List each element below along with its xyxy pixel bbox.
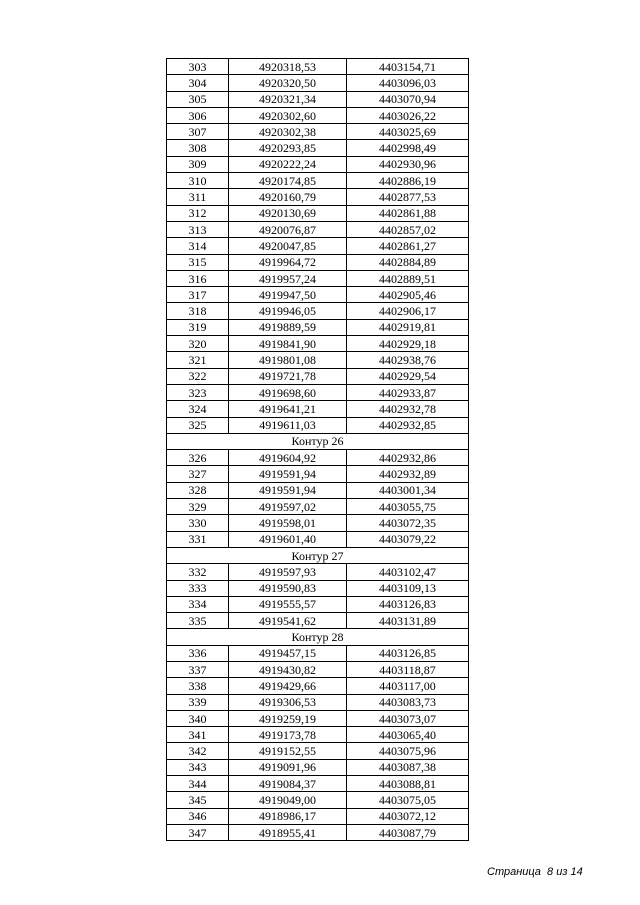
x-coordinate-cell: 4919611,03 (229, 417, 347, 433)
coordinates-table-body (167, 59, 469, 841)
point-number-cell: 334 (167, 596, 229, 612)
y-coordinate-cell: 4402932,78 (347, 401, 469, 417)
table-row (167, 580, 469, 596)
y-coordinate-cell: 4403118,87 (347, 661, 469, 677)
table-row (167, 189, 469, 205)
x-coordinate-cell: 4919049,00 (229, 792, 347, 808)
y-coordinate-cell: 4402933,87 (347, 384, 469, 400)
table-row (167, 303, 469, 319)
table-row (167, 482, 469, 498)
x-coordinate-cell: 4920130,69 (229, 205, 347, 221)
table-row (167, 824, 469, 840)
point-number-cell: 331 (167, 531, 229, 547)
x-coordinate-cell: 4919591,94 (229, 466, 347, 482)
y-coordinate-cell: 4403072,12 (347, 808, 469, 824)
x-coordinate-cell: 4919555,57 (229, 596, 347, 612)
table-row (167, 205, 469, 221)
point-number-cell: 347 (167, 824, 229, 840)
table-row (167, 91, 469, 107)
y-coordinate-cell: 4402932,85 (347, 417, 469, 433)
table-row (167, 124, 469, 140)
x-coordinate-cell: 4919091,96 (229, 759, 347, 775)
point-number-cell: 338 (167, 678, 229, 694)
contour-header-row (167, 629, 469, 645)
point-number-cell: 333 (167, 580, 229, 596)
x-coordinate-cell: 4919597,02 (229, 499, 347, 515)
point-number-cell: 307 (167, 124, 229, 140)
x-coordinate-cell: 4919604,92 (229, 450, 347, 466)
table-row (167, 531, 469, 547)
table-row (167, 694, 469, 710)
point-number-cell: 323 (167, 384, 229, 400)
y-coordinate-cell: 4402998,49 (347, 140, 469, 156)
y-coordinate-cell: 4402857,02 (347, 221, 469, 237)
y-coordinate-cell: 4402932,89 (347, 466, 469, 482)
table-row (167, 564, 469, 580)
y-coordinate-cell: 4402929,18 (347, 336, 469, 352)
y-coordinate-cell: 4403025,69 (347, 124, 469, 140)
point-number-cell: 311 (167, 189, 229, 205)
x-coordinate-cell: 4919957,24 (229, 270, 347, 286)
y-coordinate-cell: 4402905,46 (347, 287, 469, 303)
y-coordinate-cell: 4403075,96 (347, 743, 469, 759)
y-coordinate-cell: 4403087,79 (347, 824, 469, 840)
point-number-cell: 342 (167, 743, 229, 759)
point-number-cell: 324 (167, 401, 229, 417)
point-number-cell: 316 (167, 270, 229, 286)
y-coordinate-cell: 4402877,53 (347, 189, 469, 205)
x-coordinate-cell: 4918986,17 (229, 808, 347, 824)
x-coordinate-cell: 4920321,34 (229, 91, 347, 107)
point-number-cell: 314 (167, 238, 229, 254)
point-number-cell: 346 (167, 808, 229, 824)
point-number-cell: 339 (167, 694, 229, 710)
x-coordinate-cell: 4920302,38 (229, 124, 347, 140)
x-coordinate-cell: 4919457,15 (229, 645, 347, 661)
y-coordinate-cell: 4403026,22 (347, 107, 469, 123)
x-coordinate-cell: 4920160,79 (229, 189, 347, 205)
x-coordinate-cell: 4919721,78 (229, 368, 347, 384)
table-row (167, 759, 469, 775)
y-coordinate-cell: 4402884,89 (347, 254, 469, 270)
x-coordinate-cell: 4919590,83 (229, 580, 347, 596)
x-coordinate-cell: 4919173,78 (229, 727, 347, 743)
table-row (167, 287, 469, 303)
y-coordinate-cell: 4403065,40 (347, 727, 469, 743)
table-row (167, 59, 469, 75)
y-coordinate-cell: 4402930,96 (347, 156, 469, 172)
y-coordinate-cell: 4403073,07 (347, 710, 469, 726)
point-number-cell: 340 (167, 710, 229, 726)
table-row (167, 173, 469, 189)
y-coordinate-cell: 4403083,73 (347, 694, 469, 710)
y-coordinate-cell: 4402861,27 (347, 238, 469, 254)
point-number-cell: 326 (167, 450, 229, 466)
y-coordinate-cell: 4403079,22 (347, 531, 469, 547)
point-number-cell: 303 (167, 59, 229, 75)
y-coordinate-cell: 4403072,35 (347, 515, 469, 531)
x-coordinate-cell: 4920076,87 (229, 221, 347, 237)
table-row (167, 75, 469, 91)
point-number-cell: 315 (167, 254, 229, 270)
x-coordinate-cell: 4919601,40 (229, 531, 347, 547)
point-number-cell: 329 (167, 499, 229, 515)
x-coordinate-cell: 4919259,19 (229, 710, 347, 726)
y-coordinate-cell: 4402906,17 (347, 303, 469, 319)
point-number-cell: 306 (167, 107, 229, 123)
point-number-cell: 336 (167, 645, 229, 661)
table-row (167, 645, 469, 661)
table-row (167, 319, 469, 335)
y-coordinate-cell: 4403088,81 (347, 776, 469, 792)
x-coordinate-cell: 4919591,94 (229, 482, 347, 498)
table-row (167, 776, 469, 792)
y-coordinate-cell: 4403126,83 (347, 596, 469, 612)
table-row (167, 727, 469, 743)
y-coordinate-cell: 4402889,51 (347, 270, 469, 286)
table-row (167, 596, 469, 612)
y-coordinate-cell: 4403001,34 (347, 482, 469, 498)
table-row (167, 270, 469, 286)
point-number-cell: 337 (167, 661, 229, 677)
table-row (167, 792, 469, 808)
point-number-cell: 343 (167, 759, 229, 775)
table-row (167, 368, 469, 384)
x-coordinate-cell: 4920318,53 (229, 59, 347, 75)
point-number-cell: 341 (167, 727, 229, 743)
table-row (167, 613, 469, 629)
y-coordinate-cell: 4403109,13 (347, 580, 469, 596)
point-number-cell: 305 (167, 91, 229, 107)
page-number-footer: Страница 8 из 14 (487, 866, 583, 878)
table-row (167, 808, 469, 824)
x-coordinate-cell: 4919801,08 (229, 352, 347, 368)
point-number-cell: 319 (167, 319, 229, 335)
point-number-cell: 312 (167, 205, 229, 221)
point-number-cell: 327 (167, 466, 229, 482)
table-row (167, 710, 469, 726)
point-number-cell: 308 (167, 140, 229, 156)
x-coordinate-cell: 4919841,90 (229, 336, 347, 352)
table-row (167, 238, 469, 254)
contour-header-row (167, 433, 469, 449)
y-coordinate-cell: 4402929,54 (347, 368, 469, 384)
x-coordinate-cell: 4920320,50 (229, 75, 347, 91)
x-coordinate-cell: 4920222,24 (229, 156, 347, 172)
y-coordinate-cell: 4403126,85 (347, 645, 469, 661)
table-row (167, 515, 469, 531)
x-coordinate-cell: 4919947,50 (229, 287, 347, 303)
point-number-cell: 328 (167, 482, 229, 498)
contour-label: Контур 26 (167, 433, 469, 449)
table-row (167, 156, 469, 172)
y-coordinate-cell: 4403075,05 (347, 792, 469, 808)
y-coordinate-cell: 4402938,76 (347, 352, 469, 368)
table-row (167, 678, 469, 694)
x-coordinate-cell: 4918955,41 (229, 824, 347, 840)
point-number-cell: 332 (167, 564, 229, 580)
x-coordinate-cell: 4919597,93 (229, 564, 347, 580)
table-row (167, 352, 469, 368)
y-coordinate-cell: 4403055,75 (347, 499, 469, 515)
x-coordinate-cell: 4919889,59 (229, 319, 347, 335)
point-number-cell: 317 (167, 287, 229, 303)
table-row (167, 384, 469, 400)
contour-label: Контур 28 (167, 629, 469, 645)
point-number-cell: 321 (167, 352, 229, 368)
point-number-cell: 345 (167, 792, 229, 808)
x-coordinate-cell: 4919641,21 (229, 401, 347, 417)
contour-header-row (167, 547, 469, 563)
x-coordinate-cell: 4920302,60 (229, 107, 347, 123)
y-coordinate-cell: 4402886,19 (347, 173, 469, 189)
point-number-cell: 344 (167, 776, 229, 792)
table-row (167, 401, 469, 417)
point-number-cell: 304 (167, 75, 229, 91)
y-coordinate-cell: 4403096,03 (347, 75, 469, 91)
point-number-cell: 335 (167, 613, 229, 629)
y-coordinate-cell: 4403117,00 (347, 678, 469, 694)
x-coordinate-cell: 4920174,85 (229, 173, 347, 189)
contour-label: Контур 27 (167, 547, 469, 563)
table-row (167, 743, 469, 759)
x-coordinate-cell: 4919084,37 (229, 776, 347, 792)
table-row (167, 661, 469, 677)
table-row (167, 254, 469, 270)
table-row (167, 499, 469, 515)
point-number-cell: 320 (167, 336, 229, 352)
point-number-cell: 322 (167, 368, 229, 384)
point-number-cell: 330 (167, 515, 229, 531)
table-row (167, 107, 469, 123)
y-coordinate-cell: 4403087,38 (347, 759, 469, 775)
table-row (167, 450, 469, 466)
point-number-cell: 310 (167, 173, 229, 189)
x-coordinate-cell: 4919598,01 (229, 515, 347, 531)
x-coordinate-cell: 4919430,82 (229, 661, 347, 677)
point-number-cell: 309 (167, 156, 229, 172)
table-row (167, 140, 469, 156)
x-coordinate-cell: 4919541,62 (229, 613, 347, 629)
y-coordinate-cell: 4402861,88 (347, 205, 469, 221)
x-coordinate-cell: 4919152,55 (229, 743, 347, 759)
x-coordinate-cell: 4919698,60 (229, 384, 347, 400)
table-row (167, 336, 469, 352)
table-row (167, 221, 469, 237)
y-coordinate-cell: 4402919,81 (347, 319, 469, 335)
y-coordinate-cell: 4403070,94 (347, 91, 469, 107)
x-coordinate-cell: 4919306,53 (229, 694, 347, 710)
table-row (167, 417, 469, 433)
x-coordinate-cell: 4919429,66 (229, 678, 347, 694)
x-coordinate-cell: 4920047,85 (229, 238, 347, 254)
point-number-cell: 318 (167, 303, 229, 319)
x-coordinate-cell: 4919964,72 (229, 254, 347, 270)
y-coordinate-cell: 4403154,71 (347, 59, 469, 75)
table-row (167, 466, 469, 482)
point-number-cell: 313 (167, 221, 229, 237)
point-number-cell: 325 (167, 417, 229, 433)
x-coordinate-cell: 4919946,05 (229, 303, 347, 319)
x-coordinate-cell: 4920293,85 (229, 140, 347, 156)
y-coordinate-cell: 4402932,86 (347, 450, 469, 466)
y-coordinate-cell: 4403102,47 (347, 564, 469, 580)
y-coordinate-cell: 4403131,89 (347, 613, 469, 629)
coordinates-table (166, 58, 469, 841)
